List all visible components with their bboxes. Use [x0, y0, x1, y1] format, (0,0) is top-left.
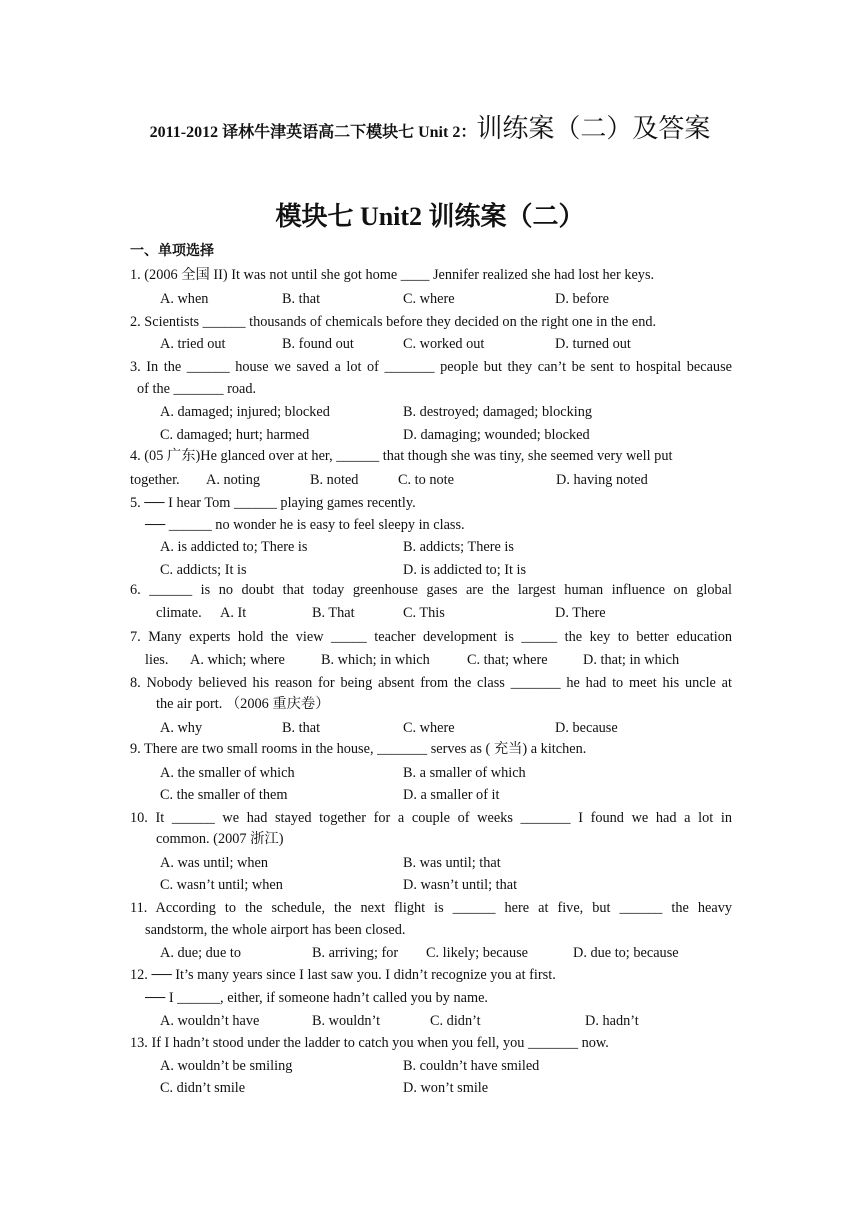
question-3-option-b: B. destroyed; damaged; blocking	[403, 404, 592, 420]
question-7-option-a: A. which; where	[190, 652, 285, 668]
question-8-option-d: D. because	[555, 720, 618, 736]
question-13-stem: 13. If I hadn’t stood under the ladder to catch you when you fell, you _______ now.	[130, 1035, 609, 1051]
question-3-stem: 3. In the ______ house we saved a lot of _______ people but they can’t be sent to hospital because	[130, 359, 732, 375]
question-7-option-b: B. which; in which	[321, 652, 430, 668]
question-7-stem-continued: lies.	[145, 652, 169, 668]
question-2-option-b: B. found out	[282, 336, 354, 352]
question-8-option-b: B. that	[282, 720, 321, 736]
question-2-option-c: C. worked out	[403, 336, 485, 352]
question-10-stem: 10. It ______ we had stayed together for a couple of weeks _______ I found we had a lot in	[130, 810, 732, 826]
question-5-option-b: B. addicts; There is	[403, 539, 514, 555]
question-12-option-d: D. hadn’t	[585, 1013, 639, 1029]
question-3-stem-continued: of the _______ road.	[137, 381, 257, 397]
question-7-option-c: C. that; where	[467, 652, 548, 668]
question-9-option-d: D. a smaller of it	[403, 787, 500, 803]
question-13-option-b: B. couldn’t have smiled	[403, 1058, 540, 1074]
question-1-option-a: A. when	[160, 291, 209, 307]
question-3-option-d: D. damaging; wounded; blocked	[403, 427, 590, 443]
header-title-prefix: 2011-2012 译林牛津英语高二下模块七 Unit 2：	[149, 124, 477, 141]
question-6-stem: 6. ______ is no doubt that today greenhouse gases are the largest human influence on global	[130, 582, 732, 598]
question-13-option-c: C. didn’t smile	[160, 1080, 246, 1096]
question-5-option-a: A. is addicted to; There is	[160, 539, 308, 555]
question-9-option-b: B. a smaller of which	[403, 765, 526, 781]
question-6-option-d: D. There	[555, 605, 606, 621]
question-4-stem: 4. (05 广东)He glanced over at her, ______ that though she was tiny, she seemed very well put	[130, 448, 673, 464]
question-6-stem-continued: climate.	[156, 605, 202, 621]
question-10-option-d: D. wasn’t until; that	[403, 877, 518, 893]
question-2-stem: 2. Scientists ______ thousands of chemicals before they decided on the right one in the end.	[130, 314, 657, 330]
question-10-stem-continued: common. (2007 浙江)	[156, 831, 284, 847]
question-13-option-a: A. wouldn’t be smiling	[160, 1058, 293, 1074]
question-8-stem: 8. Nobody believed his reason for being absent from the class _______ he had to meet his uncle at	[130, 675, 732, 691]
question-1-option-c: C. where	[403, 291, 455, 307]
question-5-stem: 5. ── I hear Tom ______ playing games recently.	[130, 495, 416, 511]
question-4-option-b: B. noted	[310, 472, 359, 488]
question-5-stem-continued: ── ______ no wonder he is easy to feel sleepy in class.	[145, 517, 465, 533]
question-4-stem-continued: together.	[130, 472, 180, 488]
question-12-option-c: C. didn’t	[430, 1013, 481, 1029]
question-2-option-a: A. tried out	[160, 336, 226, 352]
question-2-option-d: D. turned out	[555, 336, 631, 352]
question-3-option-a: A. damaged; injured; blocked	[160, 404, 330, 420]
question-11-option-c: C. likely; because	[426, 945, 529, 961]
question-8-stem-continued: the air port. （2006 重庆卷）	[156, 696, 330, 712]
question-10-option-c: C. wasn’t until; when	[160, 877, 283, 893]
question-6-option-b: B. That	[312, 605, 355, 621]
question-6-option-a: A. It	[220, 605, 247, 621]
header-title-suffix: 训练案（二）及答案	[476, 114, 711, 143]
question-4-option-a: A. noting	[206, 472, 261, 488]
question-13-option-d: D. won’t smile	[403, 1080, 489, 1096]
document-title: 模块七 Unit2 训练案（二）	[275, 202, 585, 231]
question-9-stem: 9. There are two small rooms in the house, _______ serves as ( 充当) a kitchen.	[130, 741, 587, 757]
question-12-option-b: B. wouldn’t	[312, 1013, 381, 1029]
question-12-stem-continued: ── I ______, either, if someone hadn’t called you by name.	[145, 990, 488, 1006]
question-8-option-c: C. where	[403, 720, 455, 736]
question-1-option-b: B. that	[282, 291, 321, 307]
question-7-option-d: D. that; in which	[583, 652, 680, 668]
question-5-option-d: D. is addicted to; It is	[403, 562, 527, 578]
question-12-option-a: A. wouldn’t have	[160, 1013, 260, 1029]
question-5-option-c: C. addicts; It is	[160, 562, 247, 578]
question-1-stem: 1. (2006 全国 II) It was not until she got home ____ Jennifer realized she had lost her keys.	[130, 267, 655, 283]
question-8-option-a: A. why	[160, 720, 203, 736]
section-heading: 一、单项选择	[130, 244, 214, 259]
question-10-option-b: B. was until; that	[403, 855, 501, 871]
question-11-option-b: B. arriving; for	[312, 945, 399, 961]
question-4-option-c: C. to note	[398, 472, 454, 488]
question-11-stem: 11. According to the schedule, the next flight is ______ here at five, but ______ the heavy	[130, 900, 732, 916]
question-3-option-c: C. damaged; hurt; harmed	[160, 427, 310, 443]
question-7-stem: 7. Many experts hold the view _____ teacher development is _____ the key to better education	[130, 629, 732, 645]
question-6-option-c: C. This	[403, 605, 445, 621]
question-11-option-d: D. due to; because	[573, 945, 679, 961]
question-9-option-a: A. the smaller of which	[160, 765, 295, 781]
question-11-option-a: A. due; due to	[160, 945, 241, 961]
document-header-title	[0, 116, 860, 142]
question-10-option-a: A. was until; when	[160, 855, 269, 871]
question-11-stem-continued: sandstorm, the whole airport has been closed.	[145, 922, 406, 938]
question-1-option-d: D. before	[555, 291, 609, 307]
question-4-option-d: D. having noted	[556, 472, 648, 488]
question-12-stem: 12. ── It’s many years since I last saw you. I didn’t recognize you at first.	[130, 967, 556, 983]
question-9-option-c: C. the smaller of them	[160, 787, 288, 803]
